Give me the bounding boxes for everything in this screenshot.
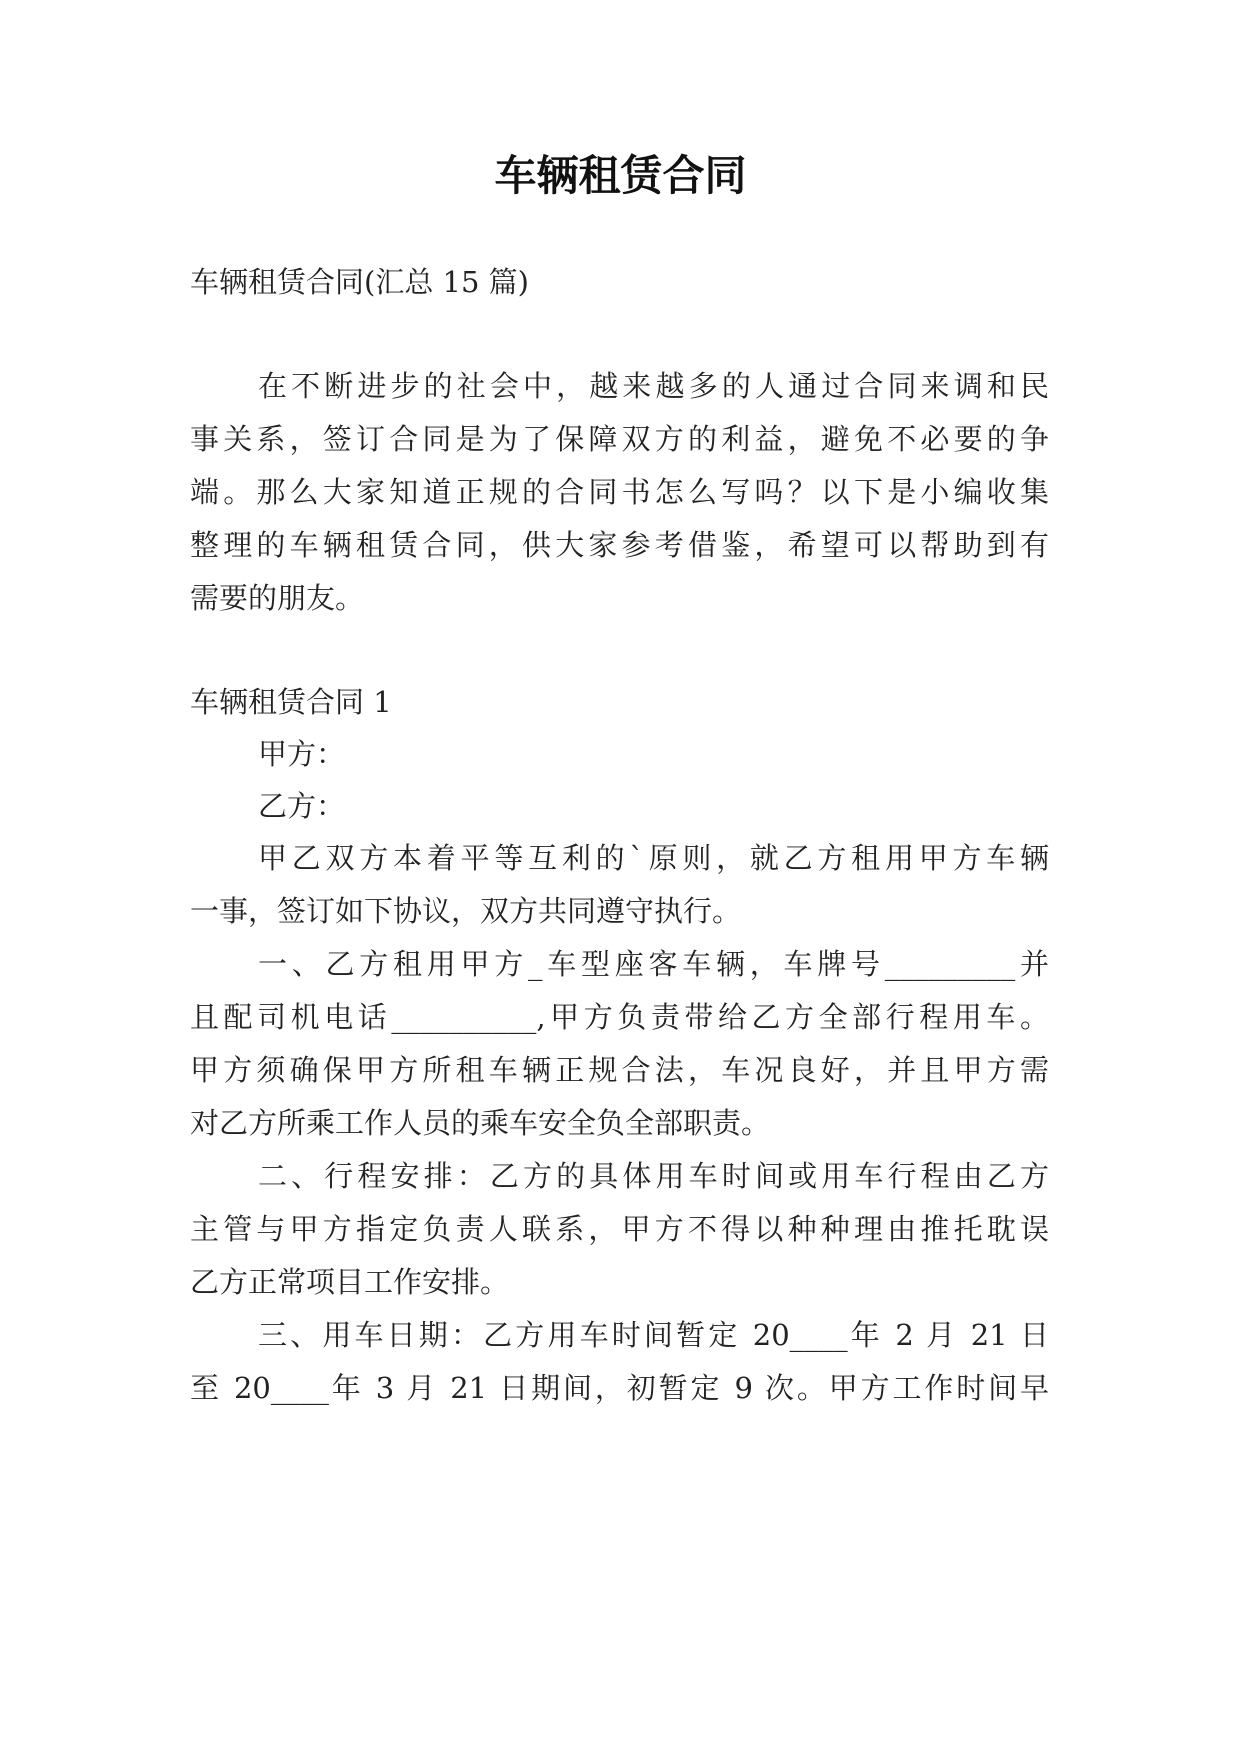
preamble-line-1: 甲乙双方本着平等互利的`原则，就乙方租用甲方车辆 (258, 841, 1049, 875)
contract-heading: 车辆租赁合同 1 (190, 685, 392, 719)
clause-2-line-1: 二、行程安排：乙方的具体用车时间或用车行程由乙方 (258, 1159, 1049, 1193)
intro-line-2: 事关系，签订合同是为了保障双方的利益，避免不必要的争 (190, 422, 1049, 456)
clause-1-line-2: 且配司机电话__________,甲方负责带给乙方全部行程用车。 (190, 1000, 1049, 1034)
party-b-label: 乙方： (258, 789, 346, 823)
party-a-label: 甲方： (258, 737, 346, 771)
clause-2-line-2: 主管与甲方指定负责人联系，甲方不得以种种理由推托耽误 (190, 1212, 1049, 1246)
clause-3-line-1: 三、用车日期：乙方用车时间暂定 20____年 2 月 21 日 (258, 1318, 1049, 1352)
intro-line-4: 整理的车辆租赁合同，供大家参考借鉴，希望可以帮助到有 (190, 528, 1049, 562)
intro-line-3: 端。那么大家知道正规的合同书怎么写吗？以下是小编收集 (190, 475, 1049, 509)
clause-1-line-3: 甲方须确保甲方所租车辆正规合法，车况良好，并且甲方需 (190, 1053, 1049, 1087)
document-subtitle: 车辆租赁合同(汇总 15 篇) (190, 265, 529, 299)
intro-line-1: 在不断进步的社会中，越来越多的人通过合同来调和民 (258, 369, 1049, 403)
clause-1-line-1: 一、乙方租用甲方_车型座客车辆，车牌号_________并 (258, 947, 1049, 981)
document-title: 车辆租赁合同 (494, 151, 747, 200)
preamble-line-2: 一事，签订如下协议，双方共同遵守执行。 (190, 894, 742, 928)
clause-1-line-4: 对乙方所乘工作人员的乘车安全负全部职责。 (190, 1106, 771, 1140)
clause-2-line-3: 乙方正常项目工作安排。 (190, 1265, 510, 1299)
intro-line-5: 需要的朋友。 (190, 581, 365, 615)
clause-3-line-2: 至 20____年 3 月 21 日期间，初暂定 9 次。甲方工作时间早 (190, 1371, 1049, 1405)
